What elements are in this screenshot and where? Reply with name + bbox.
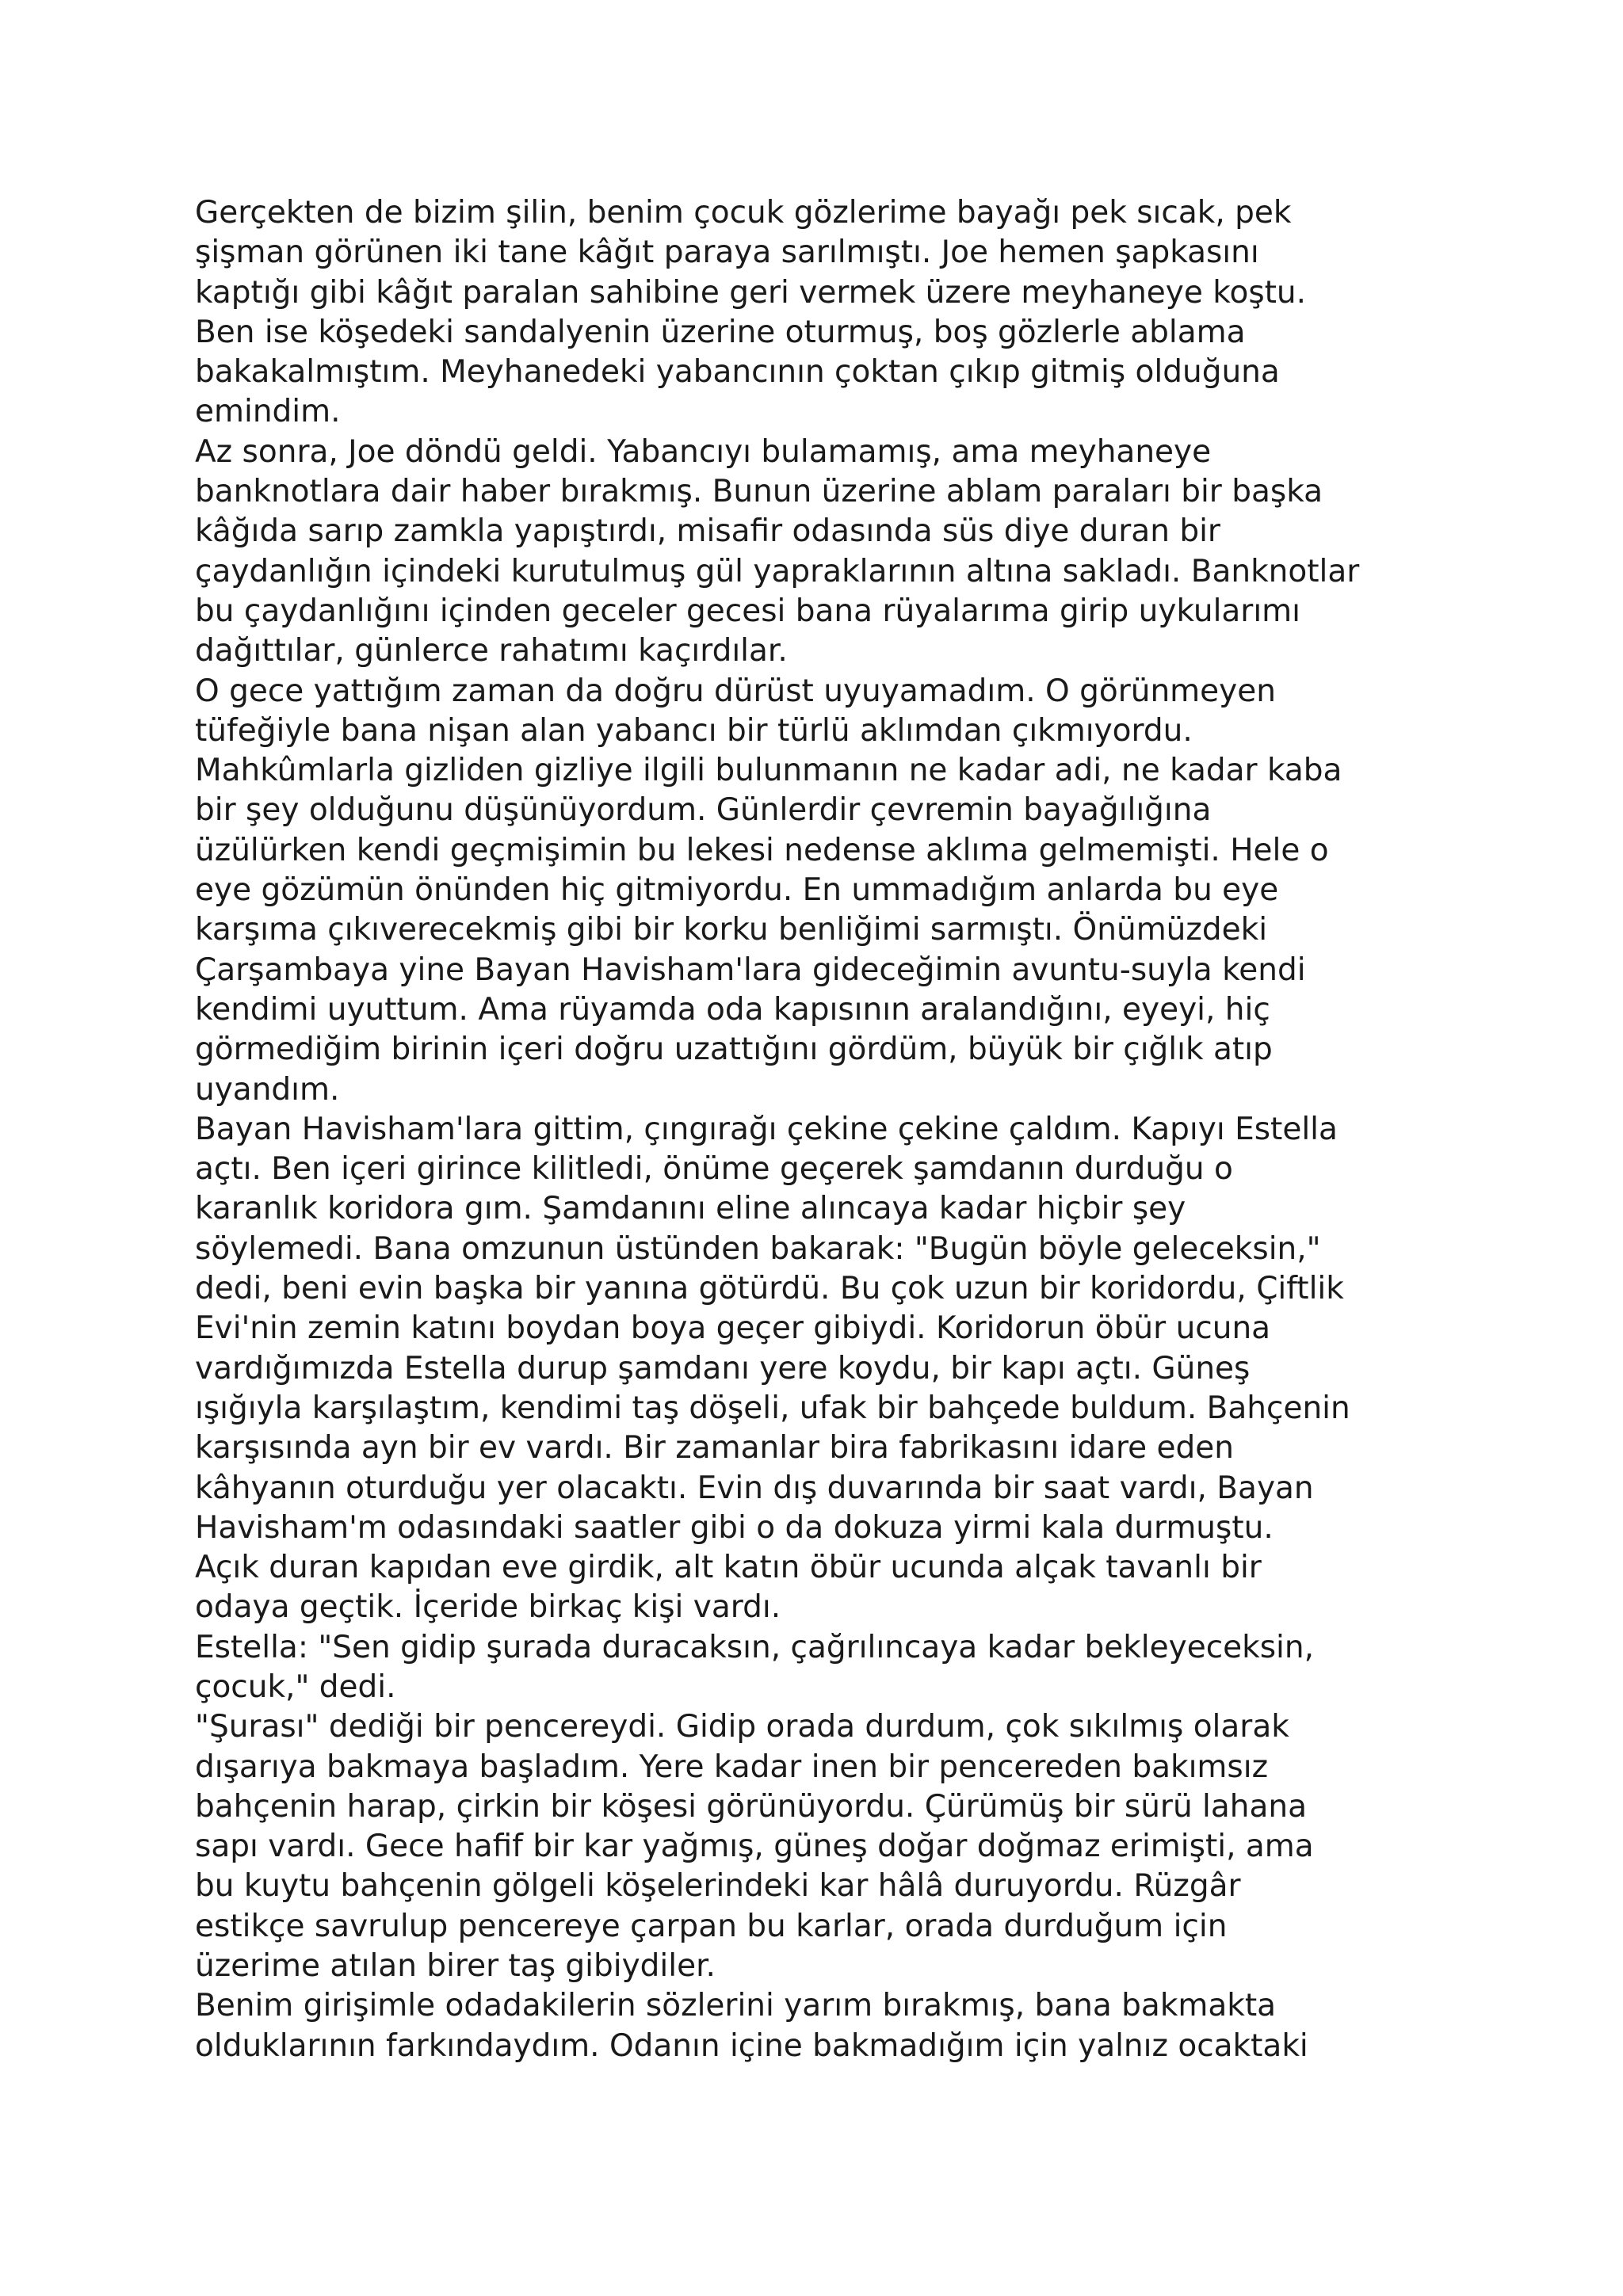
text-line: estikçe savrulup pencereye çarpan bu karlar, orada durduğum için <box>195 1908 1228 1944</box>
text-line: bahçenin harap, çirkin bir köşesi görünüyordu. Çürümüş bir sürü lahana <box>195 1788 1308 1825</box>
text-line: Havisham'm odasındaki saatler gibi o da dokuza yirmi kala durmuştu. <box>195 1509 1274 1546</box>
body-text <box>195 193 1463 2066</box>
text-line: sapı vardı. Gece hafif bir kar yağmış, güneş doğar doğmaz erimişti, ama <box>195 1829 1314 1865</box>
text-line: eye gözümün önünden hiç gitmiyordu. En ummadığım anlarda bu eye <box>195 872 1279 909</box>
text-line: bu çaydanlığını içinden geceler gecesi bana rüyalarıma girip uykularımı <box>195 593 1300 629</box>
text-line: üzülürken kendi geçmişimin bu lekesi nedense aklıma gelmemişti. Hele o <box>195 832 1329 868</box>
text-line: çaydanlığın içindeki kurutulmuş gül yapraklarının altına sakladı. Banknotlar <box>195 553 1360 589</box>
text-line: banknotlara dair haber bırakmış. Bunun üzerine ablam paraları bir başka <box>195 474 1323 510</box>
text-line: Çarşambaya yine Bayan Havisham'lara gideceğimin avuntu-suyla kendi <box>195 952 1306 988</box>
text-line: Benim girişimle odadakilerin sözlerini yarım bırakmış, bana bakmakta <box>195 1988 1277 2024</box>
text-line: Mahkûmlarla gizliden gizliye ilgili bulunmanın ne kadar adi, ne kadar kaba <box>195 753 1342 789</box>
text-line: karanlık koridora gım. Şamdanını eline alıncaya kadar hiçbir şey <box>195 1191 1186 1227</box>
text-line: bakakalmıştım. Meyhanedeki yabancının çoktan çıkıp gitmiş olduğuna <box>195 354 1280 391</box>
text-line: kâhyanın oturduğu yer olacaktı. Evin dış duvarında bir saat vardı, Bayan <box>195 1470 1314 1506</box>
text-line: söylemedi. Bana omzunun üstünden bakarak: "Bugün böyle geleceksin," <box>195 1230 1321 1267</box>
text-line: karşıma çıkıverecekmiş gibi bir korku benliğimi sarmıştı. Önümüzdeki <box>195 912 1268 948</box>
text-line: şişman görünen iki tane kâğıt paraya sarılmıştı. Joe hemen şapkasını <box>195 235 1259 271</box>
text-line: dağıttılar, günlerce rahatımı kaçırdılar. <box>195 633 788 669</box>
text-line: açtı. Ben içeri girince kilitledi, önüme geçerek şamdanın durduğu o <box>195 1151 1233 1188</box>
text-line: bu kuytu bahçenin gölgeli köşelerindeki kar hâlâ duruyordu. Rüzgâr <box>195 1868 1241 1905</box>
text-line: tüfeğiyle bana nişan alan yabancı bir türlü aklımdan çıkmıyordu. <box>195 712 1193 749</box>
text-line: Evi'nin zemin katını boydan boya geçer gibiydi. Koridorun öbür ucuna <box>195 1310 1271 1347</box>
text-line: O gece yattığım zaman da doğru dürüst uyuyamadım. O görünmeyen <box>195 673 1276 709</box>
text-line: kaptığı gibi kâğıt paralan sahibine geri vermek üzere meyhaneye koştu. <box>195 274 1307 311</box>
text-line: "Şurası" dediği bir pencereydi. Gidip orada durdum, çok sıkılmış olarak <box>195 1709 1289 1745</box>
text-line: dedi, beni evin başka bir yanına götürdü. Bu çok uzun bir koridordu, Çiftlik <box>195 1271 1344 1307</box>
text-line: dışarıya bakmaya başladım. Yere kadar inen bir pencereden bakımsız <box>195 1749 1269 1785</box>
text-line: çocuk," dedi. <box>195 1669 396 1705</box>
text-line: Az sonra, Joe döndü geldi. Yabancıyı bulamamış, ama meyhaneye <box>195 433 1212 470</box>
text-line: kendimi uyuttum. Ama rüyamda oda kapısının aralandığını, eyeyi, hiç <box>195 991 1270 1028</box>
text-line: uyandım. <box>195 1071 340 1108</box>
text-line: Açık duran kapıdan eve girdik, alt katın öbür ucunda alçak tavanlı bir <box>195 1550 1262 1586</box>
text-line: kâğıda sarıp zamkla yapıştırdı, misafir odasında süs diye duran bir <box>195 513 1220 550</box>
text-line: karşısında ayn bir ev vardı. Bir zamanlar bira fabrikasını idare eden <box>195 1430 1234 1466</box>
text-line: üzerime atılan birer taş gibiydiler. <box>195 1948 716 1985</box>
text-line: vardığımızda Estella durup şamdanı yere koydu, bir kapı açtı. Güneş <box>195 1350 1251 1386</box>
text-line: bir şey olduğunu düşünüyordum. Günlerdir çevremin bayağılığına <box>195 792 1212 829</box>
text-line: Bayan Havisham'lara gittim, çıngırağı çekine çekine çaldım. Kapıyı Estella <box>195 1111 1338 1147</box>
text-line: ışığıyla karşılaştım, kendimi taş döşeli, ufak bir bahçede buldum. Bahçenin <box>195 1390 1350 1426</box>
text-line: emindim. <box>195 394 341 430</box>
text-line: Ben ise köşedeki sandalyenin üzerine oturmuş, boş gözlerle ablama <box>195 314 1246 350</box>
text-line: Estella: "Sen gidip şurada duracaksın, çağrılıncaya kadar bekleyeceksin, <box>195 1629 1314 1665</box>
text-line: olduklarının farkındaydım. Odanın içine bakmadığım için yalnız ocaktaki <box>195 2027 1308 2064</box>
text-line: görmediğim birinin içeri doğru uzattığını gördüm, büyük bir çığlık atıp <box>195 1032 1273 1068</box>
text-line: Gerçekten de bizim şilin, benim çocuk gözlerime bayağı pek sıcak, pek <box>195 195 1292 231</box>
text-line: odaya geçtik. İçeride birkaç kişi vardı. <box>195 1589 781 1626</box>
